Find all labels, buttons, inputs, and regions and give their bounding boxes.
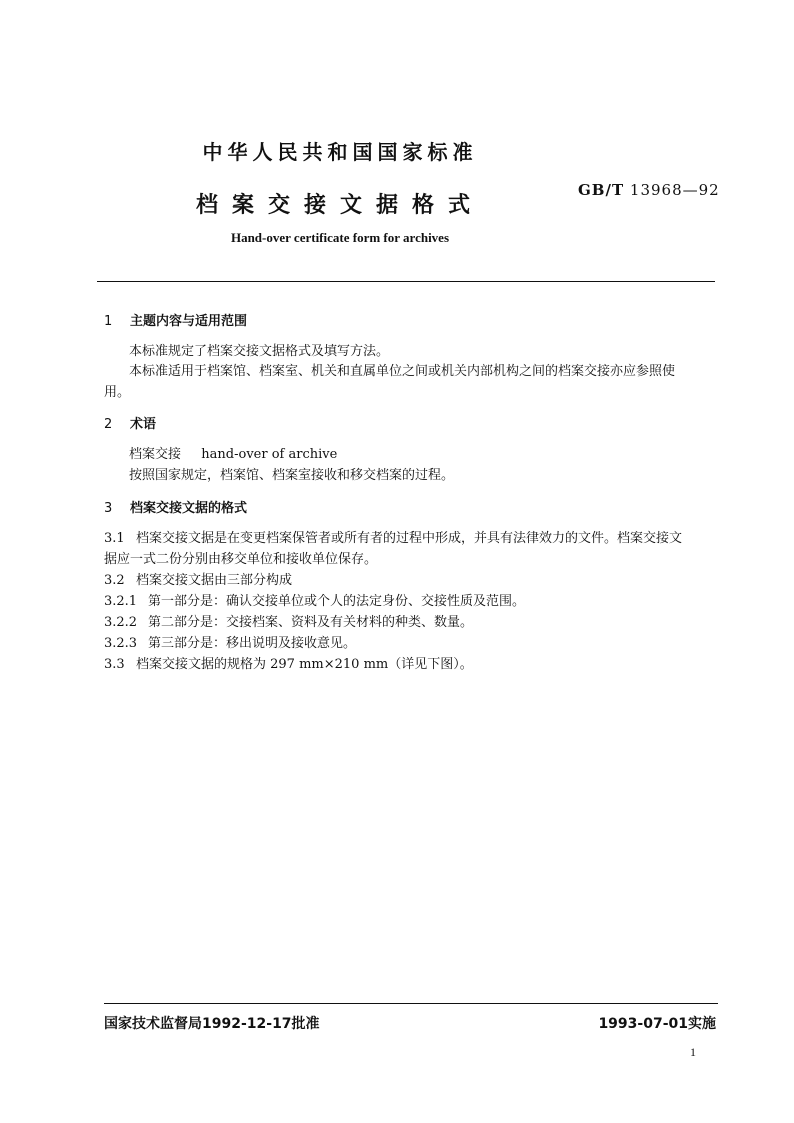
clause-3-2-1-number: 3.2.1 [104, 594, 138, 609]
clause-3-3 [104, 653, 473, 672]
clause-3-2-3 [104, 632, 356, 651]
section-1-title: 主题内容与适用范围 [130, 314, 248, 329]
clause-3-2-2-number: 3.2.2 [104, 615, 138, 630]
clause-3-2-text: 档案交接文据由三部分构成 [136, 573, 293, 588]
english-title: Hand-over certificate form for archives [230, 230, 450, 245]
clause-3-3-text: 档案交接文据的规格为 297 mm×210 mm（详见下图）。 [136, 657, 473, 672]
clause-3-2 [104, 569, 292, 588]
term-definition: 按照国家规定，档案馆、档案室接收和移交档案的过程。 [129, 468, 455, 483]
clause-3-1-line-2: 据应一式二份分别由移交单位和接收单位保存。 [104, 552, 378, 567]
section-1-number: 1 [104, 314, 113, 329]
effective-date: 1993-07-01实施 [598, 1016, 716, 1032]
clause-3-2-3-number: 3.2.3 [104, 636, 138, 651]
term-en: hand-over of archive [201, 447, 338, 462]
section-3-heading [104, 497, 247, 516]
page-number: 1 [690, 1045, 696, 1059]
section-2-heading [104, 413, 156, 432]
section-1-paragraph-1: 本标准规定了档案交接文据格式及填写方法。 [129, 344, 390, 359]
standard-code-number: 13968—92 [629, 181, 720, 199]
term-line [129, 443, 337, 462]
clause-3-2-number: 3.2 [104, 573, 125, 588]
clause-3-1-line-1 [104, 527, 682, 546]
footer-divider [104, 1003, 718, 1004]
clause-3-2-2 [104, 611, 473, 630]
header-divider [97, 281, 715, 282]
section-2-number: 2 [104, 417, 113, 432]
standard-title: 中华人民共和国国家标准 [202, 140, 478, 164]
clause-3-2-2-text: 第二部分是：交接档案、资料及有关材料的种类、数量。 [148, 615, 474, 630]
clause-3-2-1-text: 第一部分是：确认交接单位或个人的法定身份、交接性质及范围。 [148, 594, 526, 609]
clause-3-1-number: 3.1 [104, 531, 125, 546]
approval-line: 国家技术监督局1992-12-17批准 [104, 1016, 320, 1032]
clause-3-2-1 [104, 590, 525, 609]
standard-code-prefix: GB/T [578, 181, 625, 199]
standard-code [578, 181, 720, 199]
section-1-heading [104, 310, 247, 329]
clause-3-3-number: 3.3 [104, 657, 125, 672]
section-3-title: 档案交接文据的格式 [130, 501, 248, 516]
term-zh: 档案交接 [129, 447, 182, 462]
section-2-title: 术语 [130, 417, 157, 432]
clause-3-1-text: 档案交接文据是在变更档案保管者或所有者的过程中形成，并具有法律效力的文件。档案交接文 [136, 531, 683, 546]
clause-3-2-3-text: 第三部分是：移出说明及接收意见。 [148, 636, 357, 651]
document-title: 档案交接文据格式 [195, 193, 484, 218]
section-1-paragraph-2-line-1: 本标准适用于档案馆、档案室、机关和直属单位之间或机关内部机构之间的档案交接亦应参照使 [129, 364, 676, 379]
section-3-number: 3 [104, 501, 113, 516]
section-1-paragraph-2-line-2: 用。 [104, 385, 131, 400]
